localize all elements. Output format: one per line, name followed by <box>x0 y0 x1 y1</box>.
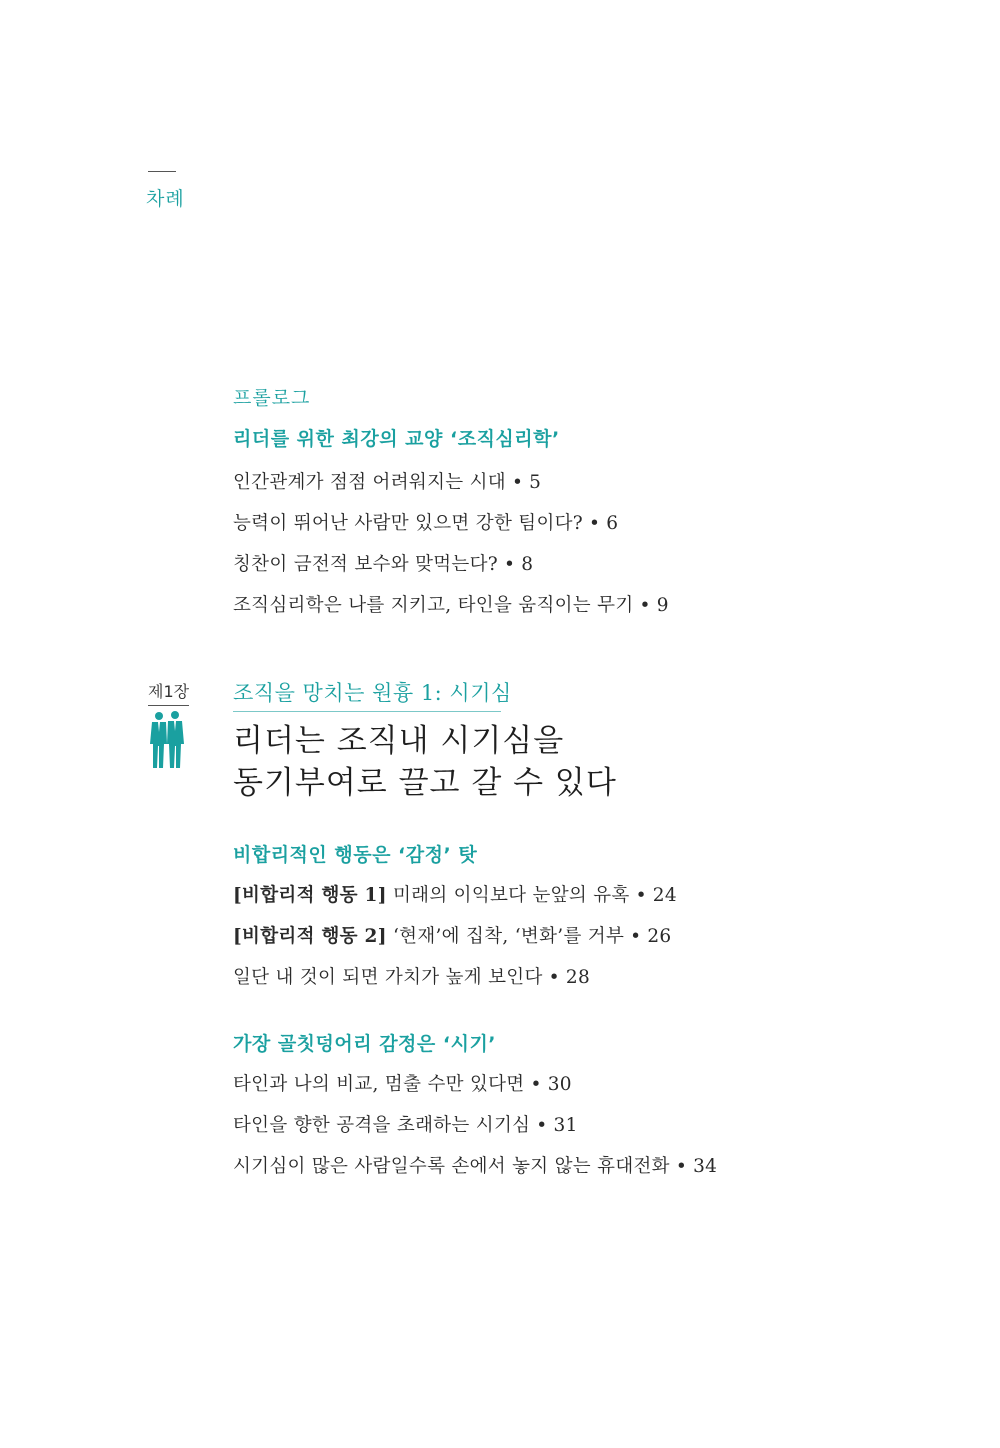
toc-entry-text: 시기심이 많은 사람일수록 손에서 놓지 않는 휴대전화 <box>233 1156 670 1177</box>
bullet: • <box>548 967 560 988</box>
prologue-label: 프롤로그 <box>233 387 311 409</box>
toc-entry-text: 인간관계가 점점 어려워지는 시대 <box>233 472 506 493</box>
two-businessmen-icon <box>148 710 186 770</box>
section-heading: 비합리적인 행동은 ‘감정’ 탓 <box>233 844 478 866</box>
toc-entry[interactable] <box>233 550 533 576</box>
toc-entry-page: 31 <box>553 1115 578 1136</box>
toc-entry[interactable] <box>233 881 677 907</box>
toc-entry[interactable] <box>233 1111 578 1137</box>
bullet: • <box>503 554 516 575</box>
toc-entry-prefix: [비합리적 행동 1] <box>233 885 387 906</box>
toc-entry-text: 능력이 뛰어난 사람만 있으면 강한 팀이다? <box>233 513 584 534</box>
toc-entry-page: 26 <box>647 926 672 947</box>
toc-entry-text: 미래의 이익보다 눈앞의 유혹 <box>386 885 630 906</box>
toc-entry-page: 24 <box>652 885 677 906</box>
bullet: • <box>511 472 524 493</box>
toc-entry[interactable] <box>233 509 618 535</box>
toc-entry-text: ‘현재’에 집착, ‘변화’를 거부 <box>386 926 625 947</box>
bullet: • <box>639 595 651 616</box>
chapter-subtitle: 조직을 망치는 원흉 1: 시기심 <box>233 677 501 712</box>
toc-entry[interactable] <box>233 963 590 989</box>
prologue-heading: 리더를 위한 최강의 교양 ‘조직심리학’ <box>233 428 560 450</box>
toc-entry[interactable] <box>233 1070 572 1096</box>
bullet: • <box>675 1156 688 1177</box>
chapter-title-line1: 리더는 조직내 시기심을 <box>233 723 565 759</box>
toc-entry-page: 28 <box>565 967 591 988</box>
toc-entry[interactable] <box>233 468 541 494</box>
toc-entry-page: 8 <box>521 554 534 575</box>
toc-entry-text: 조직심리학은 나를 지키고, 타인을 움직이는 무기 <box>233 595 634 616</box>
toc-entry-page: 34 <box>693 1156 718 1177</box>
section-heading: 가장 골칫덩어리 감정은 ‘시기’ <box>233 1033 497 1055</box>
toc-entry-page: 5 <box>529 472 542 493</box>
bullet: • <box>635 885 647 906</box>
bullet: • <box>589 513 601 534</box>
toc-entry-page: 30 <box>547 1074 572 1095</box>
toc-entry[interactable] <box>233 591 669 617</box>
bullet: • <box>530 1074 542 1095</box>
toc-entry-text: 일단 내 것이 되면 가치가 높게 보인다 <box>233 967 543 988</box>
toc-entry-text: 타인을 향한 공격을 초래하는 시기심 <box>233 1115 531 1136</box>
bullet: • <box>630 926 642 947</box>
chapter-title-line2: 동기부여로 끌고 갈 수 있다 <box>233 765 617 801</box>
bullet: • <box>536 1115 548 1136</box>
page-title: 차례 <box>146 188 185 210</box>
toc-entry-text: 칭찬이 금전적 보수와 맞먹는다? <box>233 554 498 575</box>
toc-entry[interactable] <box>233 1152 717 1178</box>
toc-entry-text: 타인과 나의 비교, 멈출 수만 있다면 <box>233 1074 525 1095</box>
toc-entry[interactable] <box>233 922 672 948</box>
toc-entry-page: 6 <box>606 513 619 534</box>
chapter-label: 제1장 <box>148 679 189 706</box>
header-rule <box>148 171 176 172</box>
toc-entry-page: 9 <box>656 595 669 616</box>
toc-entry-prefix: [비합리적 행동 2] <box>233 926 387 947</box>
